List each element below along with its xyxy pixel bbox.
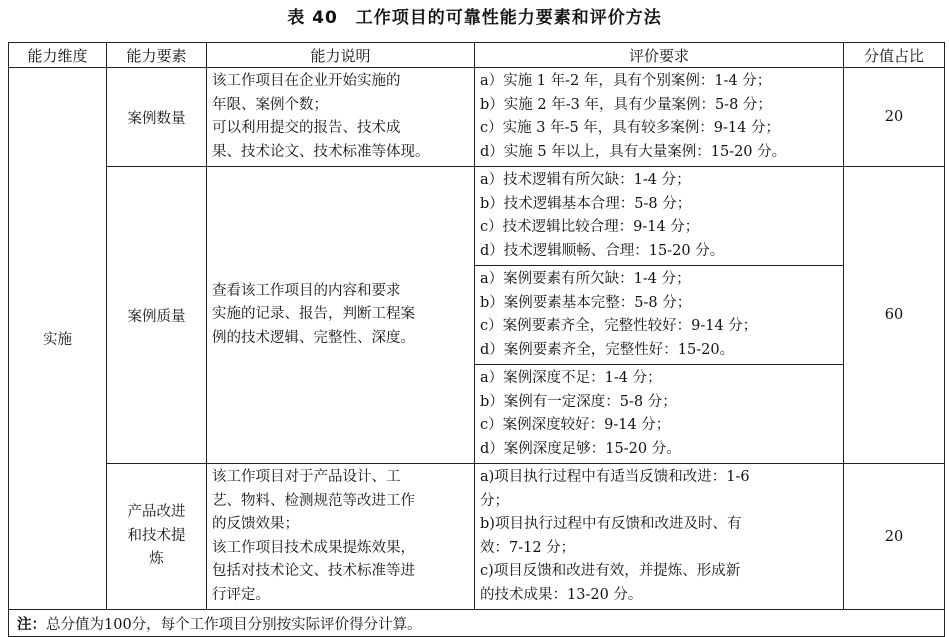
requirement-line: c）案例深度较好：9-14 分； (480, 417, 671, 433)
description-line: 的反馈效果； (212, 516, 299, 532)
header-row (9, 43, 945, 68)
description-line: 包括对技术论文、技术标准等进 (212, 563, 415, 579)
description-line: 行评定。 (212, 586, 270, 603)
requirement-line: b）案例有一定深度：5-8 分； (480, 393, 677, 410)
element-cell (107, 464, 207, 610)
table-row (9, 167, 945, 266)
element-line: 和技术提 (127, 527, 186, 544)
score-cell: 60 (844, 167, 945, 464)
description-cell (207, 167, 475, 464)
description-cell (207, 68, 475, 167)
element-line: 炼 (149, 551, 164, 568)
header-requirement: 评价要求 (475, 43, 844, 68)
requirement-line: b）技术逻辑基本合理：5-8 分； (480, 195, 692, 212)
description-line: 该工作项目技术成果提炼效果， (212, 539, 415, 556)
header-score: 分值占比 (844, 43, 945, 68)
requirement-line: a）实施 1 年-2 年，具有个别案例：1-4 分； (480, 73, 772, 89)
element-line: 产品改进 (127, 504, 186, 521)
requirement-line: b)项目执行过程中有反馈和改进及时、有 (480, 516, 742, 532)
note-row (9, 610, 945, 637)
element-cell: 案例数量 (107, 68, 207, 167)
requirement-line: d）技术逻辑顺畅、合理：15-20 分。 (480, 242, 725, 259)
requirement-line: 效：7-12 分； (480, 539, 576, 556)
requirement-line: d）案例要素齐全，完整性好：15-20。 (480, 341, 735, 358)
description-line: 可以利用提交的报告、技术成 (212, 120, 401, 136)
header-description: 能力说明 (207, 43, 475, 68)
evaluation-table (8, 42, 945, 637)
description-cell (207, 464, 475, 610)
requirement-line: a）案例要素有所欠缺：1-4 分； (480, 271, 691, 287)
requirement-line: d）实施 5 年以上，具有大量案例：15-20 分。 (480, 143, 787, 160)
dimension-cell: 实施 (9, 68, 107, 610)
requirement-cell (475, 365, 844, 464)
element-cell: 案例质量 (107, 167, 207, 464)
requirement-line: b）案例要素基本完整：5-8 分； (480, 294, 692, 311)
requirement-line: c）技术逻辑比较合理：9-14 分； (480, 219, 700, 235)
requirement-line: b）实施 2 年-3 年，具有少量案例：5-8 分； (480, 96, 772, 113)
requirement-line: 分； (480, 492, 509, 509)
header-element: 能力要素 (107, 43, 207, 68)
note-cell (9, 610, 945, 637)
requirement-line: c)项目反馈和改进有效，并提炼、形成新 (480, 563, 741, 579)
description-line: 例的技术逻辑、完整性、深度。 (212, 329, 415, 346)
requirement-cell (475, 266, 844, 365)
note-label: 注： (17, 615, 46, 633)
description-line: 果、技术论文、技术标准等体现。 (212, 143, 430, 160)
table-row (9, 464, 945, 610)
description-line: 该工作项目在企业开始实施的 (212, 73, 401, 89)
requirement-cell (475, 464, 844, 610)
table-title: 表 40 工作项目的可靠性能力要素和评价方法 (287, 8, 662, 28)
description-line: 查看该工作项目的内容和要求 (212, 282, 401, 299)
requirement-line: c）实施 3 年-5 年，具有较多案例：9-14 分； (480, 120, 780, 136)
description-line: 艺、物料、检测规范等改进工作 (212, 492, 415, 509)
requirement-cell (475, 167, 844, 266)
requirement-line: a）技术逻辑有所欠缺：1-4 分； (480, 172, 691, 188)
requirement-line: 的技术成果：13-20 分。 (480, 586, 643, 603)
requirement-line: d）案例深度足够：15-20 分。 (480, 440, 681, 457)
score-cell: 20 (844, 464, 945, 610)
requirement-line: a）案例深度不足：1-4 分； (480, 370, 662, 386)
description-line: 年限、案例个数； (212, 96, 328, 113)
note-text: 总分值为100分，每个工作项目分别按实际评价得分计算。 (46, 616, 422, 633)
requirement-cell (475, 68, 844, 167)
requirement-line: a)项目执行过程中有适当反馈和改进：1-6 (480, 469, 750, 485)
description-line: 该工作项目对于产品设计、工 (212, 469, 401, 485)
description-line: 实施的记录、报告，判断工程案 (212, 306, 415, 323)
requirement-line: c）案例要素齐全，完整性较好：9-14 分； (480, 318, 758, 334)
score-cell: 20 (844, 68, 945, 167)
header-dimension: 能力维度 (9, 43, 107, 68)
table-row (9, 68, 945, 167)
